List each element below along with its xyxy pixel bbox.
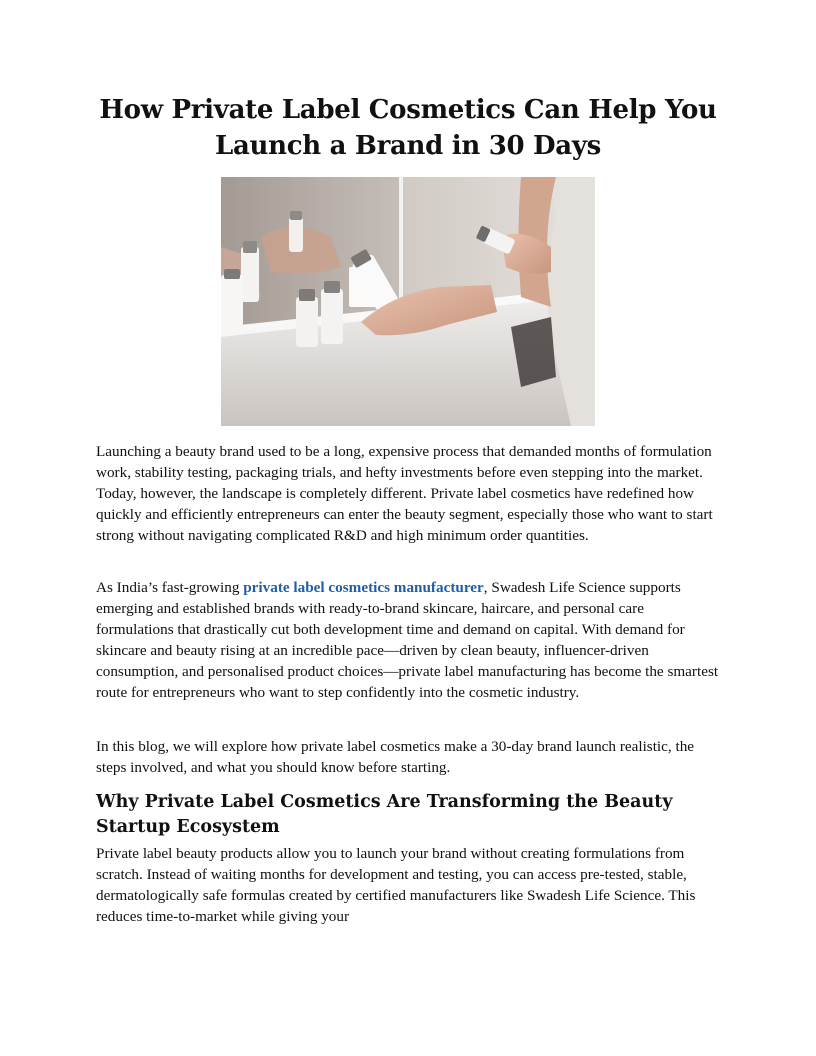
blog-overview-paragraph: In this blog, we will explore how private label cosmetics make a 30-day brand launch realistic, the steps involved, and what you should know before starting. (96, 738, 695, 776)
manufacturer-paragraph (96, 577, 720, 703)
section-paragraph: Private label beauty products allow you to launch your brand without creating formulations from scratch. Instead of waiting months for development and testing, you can access pre-tested, stable, dermatologically safe formulas created by certified manufacturers like Swadesh Life Science. This reduces time-to-market while giving your (96, 845, 696, 925)
page-title: How Private Label Cosmetics Can Help You Launch a Brand in 30 Days (99, 95, 717, 161)
cosmetics-photo-illustration (221, 177, 595, 426)
private-label-manufacturer-link[interactable]: private label cosmetics manufacturer (243, 579, 484, 596)
paragraph-text-end: , Swadesh Life Science supports emerging and established brands with ready-to-brand skincare, haircare, and personal care formulations that drastically cut both development time and demand on capital. With demand for skincare and beauty rising at an incredible pace—driven by clean beauty, influencer-driven consumption, and personalised product choices—private label manufacturing has become the smartest route for entrepreneurs who want to step confidently into the cosmetic industry. (96, 579, 719, 701)
intro-paragraph: Launching a beauty brand used to be a long, expensive process that demanded months of formulation work, stability testing, packaging trials, and hefty investments before even stepping into the market. Today, however, the landscape is completely different. Private label cosmetics have redefined how quickly and efficiently entrepreneurs can enter the beauty segment, especially those who want to start strong without navigating complicated R&D and high minimum order quantities. (96, 443, 713, 544)
paragraph-text-start: As India’s fast-growing (96, 579, 244, 596)
section-heading: Why Private Label Cosmetics Are Transforming the Beauty Startup Ecosystem (96, 792, 673, 837)
hero-image (221, 177, 595, 426)
